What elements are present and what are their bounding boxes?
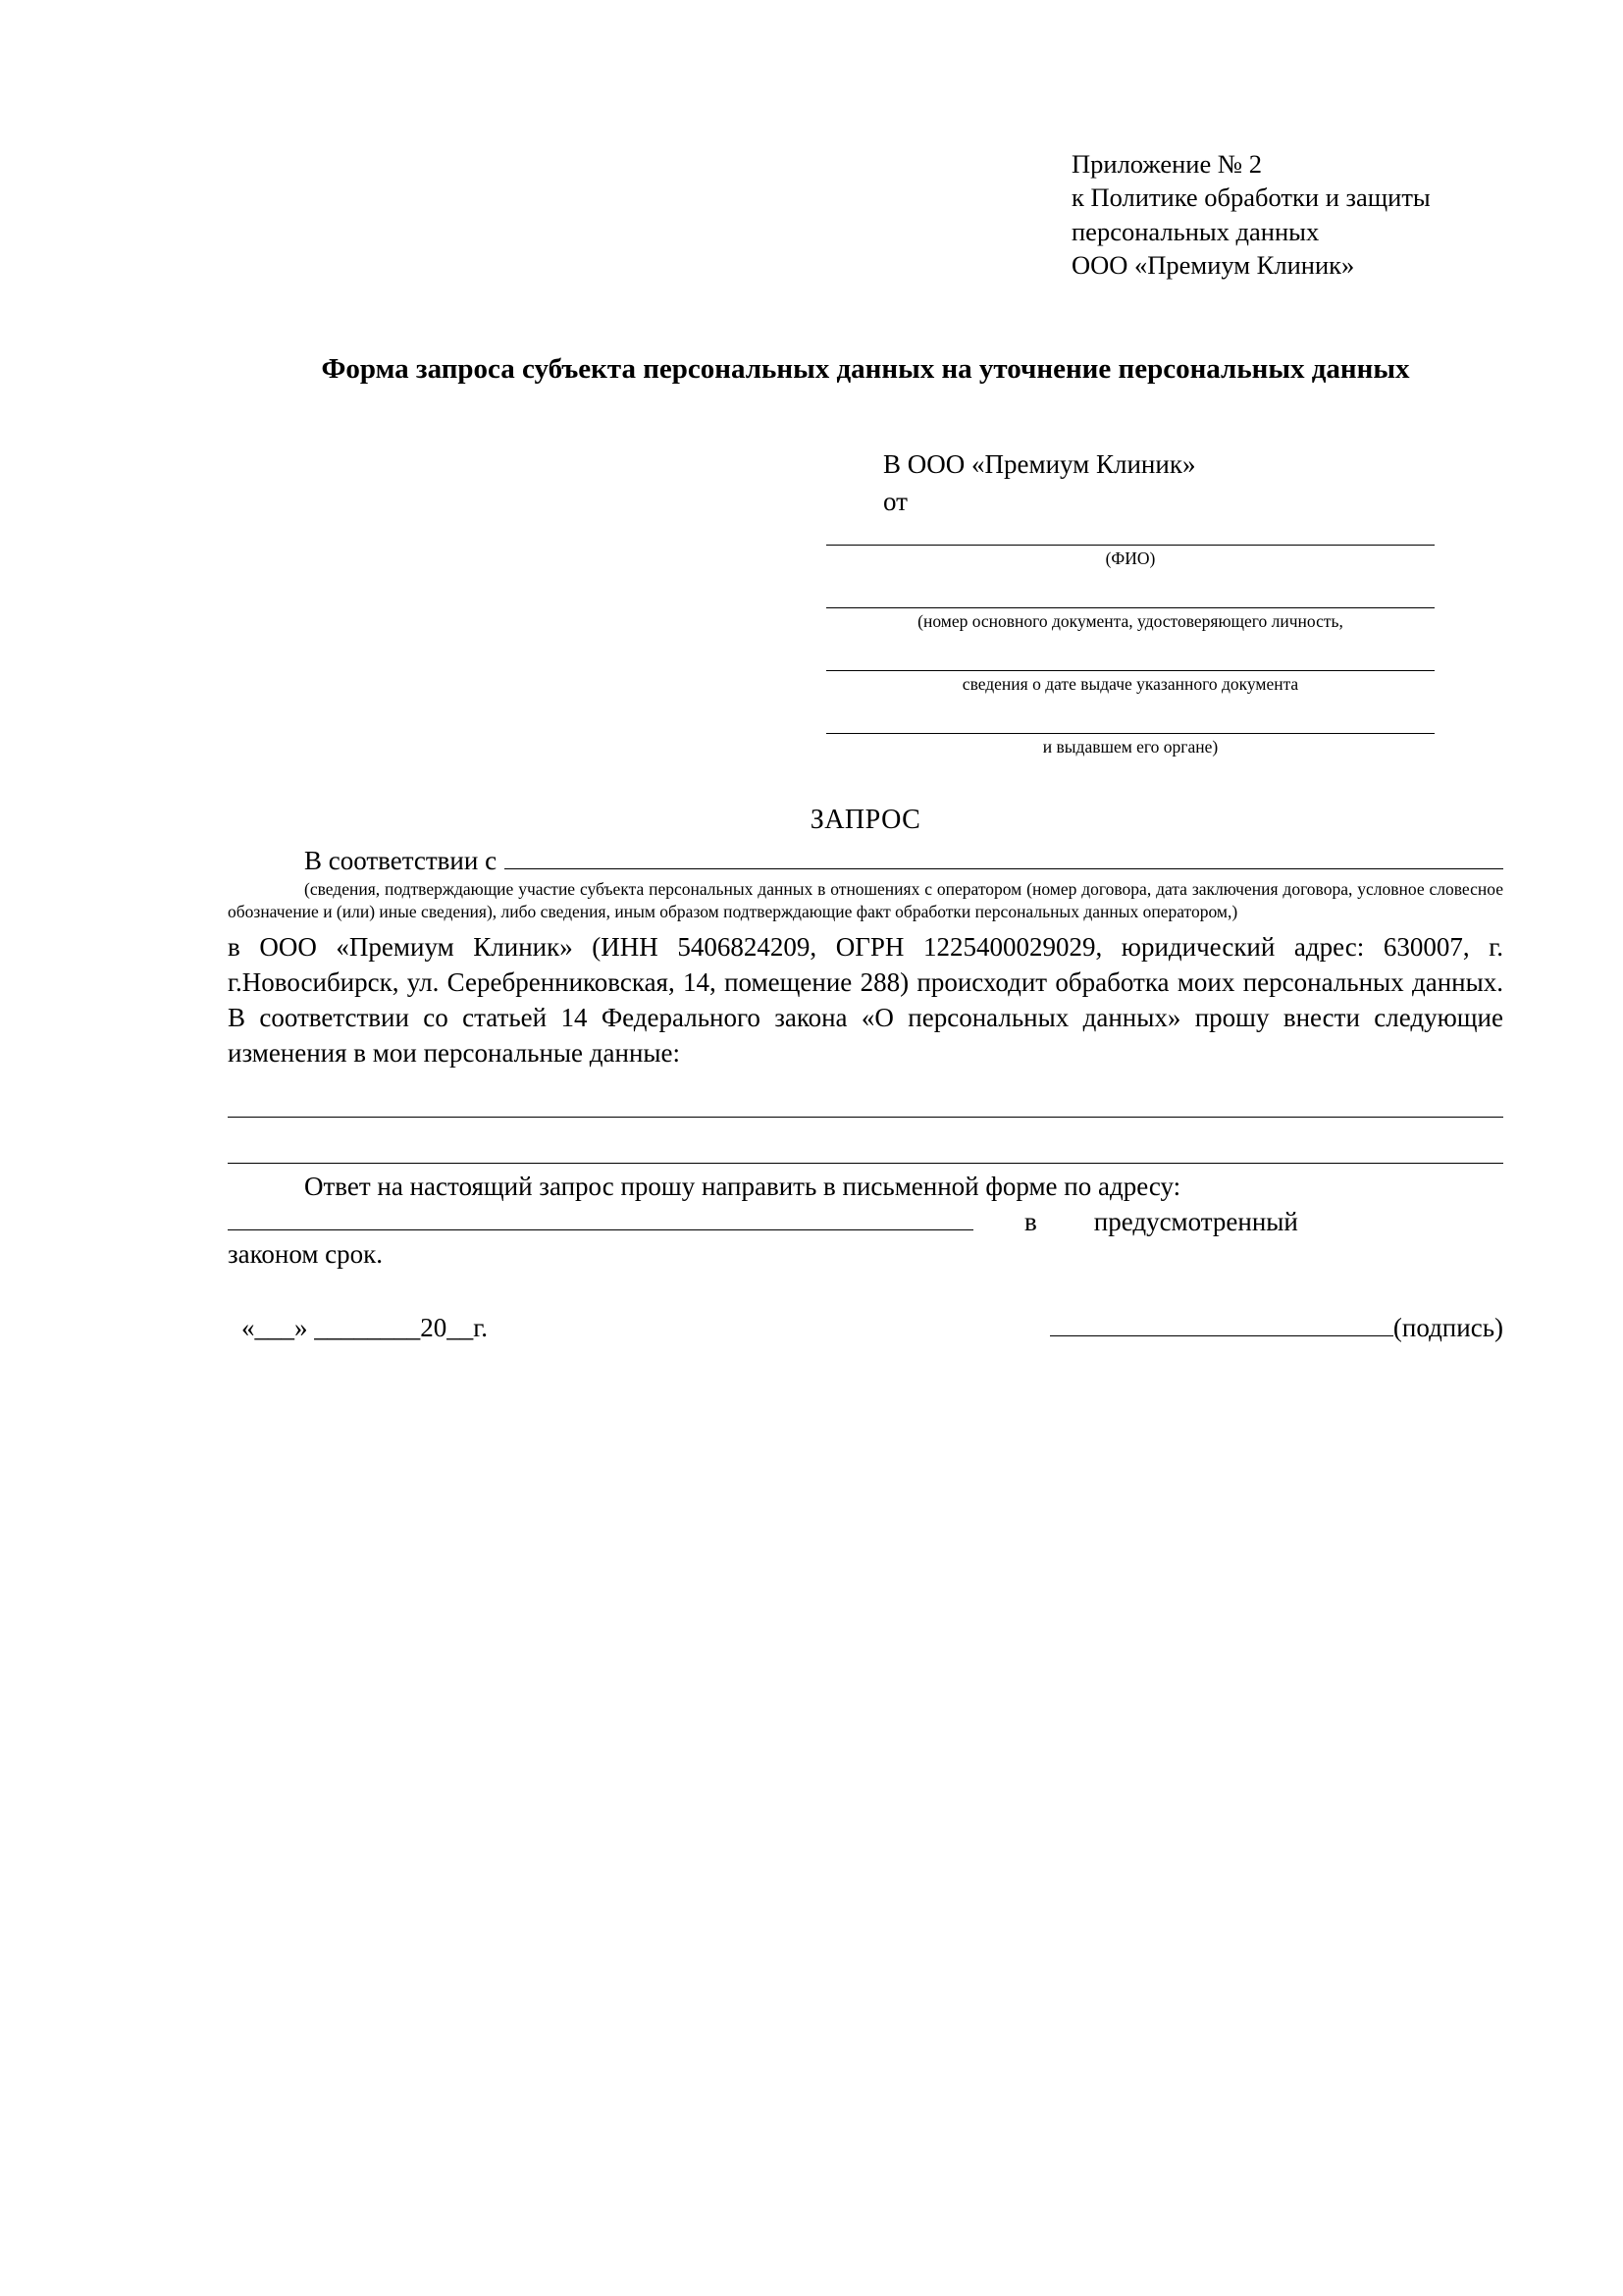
page-title: Форма запроса субъекта персональных данных на уточнение персональных данных [321,352,1410,385]
in-accordance-note-text: (сведения, подтверждающие участие субъекта персональных данных в отношениях с оператором (номер договора, дата заключения договора, условное словесное обозначение и (или) иные сведения), либо сведения, иным образом подтверждающие факт обработки персональных данных оператором,) [228,879,1503,921]
signature-input-line[interactable] [1050,1314,1393,1336]
document-number-caption: (номер основного документа, удостоверяющего личность, [917,610,1343,631]
answer-address-row [228,1207,1503,1237]
issue-date-input-line[interactable] [826,645,1435,671]
answer-tail: законом срок. [228,1238,384,1269]
issuer-caption: и выдавшем его органе) [1042,736,1219,757]
fio-input-line[interactable] [826,519,1435,546]
changes-input-line-2[interactable] [228,1125,1503,1164]
answer-paragraph-text: Ответ на настоящий запрос прошу направить в письменной форме по адресу: [304,1171,1181,1201]
applicant-fields [826,519,1435,758]
issue-date-caption: сведения о дате выдаче указанного документа [962,673,1299,694]
answer-address-input-line[interactable] [228,1208,973,1230]
signature-label: (подпись) [1392,1312,1503,1342]
document-content [228,147,1503,1343]
request-heading: ЗАПРОС [810,805,921,836]
in-accordance-note [228,878,1503,922]
in-accordance-input-line[interactable] [504,849,1503,869]
appendix-header-line-3: персональных данных [1072,216,1320,246]
body-paragraph: в ООО «Премиум Клиник» (ИНН 5406824209, ОГРН 1225400029029, юридический адрес: 630007, г. г.Новосибирск, ул. Серебренниковская, 14, помещение 288) происходит обработка моих персональных данных. В соответствии со статьей 14 Федерального закона «О персональных данных» прошу внести следующие изменения в мои персональные данные: [228,932,1503,1068]
date-field[interactable]: «___» ________20__г. [241,1312,489,1342]
changes-input-line-1[interactable] [228,1079,1503,1118]
in-accordance-row [228,846,1503,876]
addressee-from-label: от [883,487,908,517]
addressee-to: В ООО «Премиум Клиник» [883,449,1196,480]
answer-word-in: в [1024,1206,1037,1236]
fio-caption: (ФИО) [1105,548,1156,568]
appendix-header-line-4: ООО «Премиум Клиник» [1072,250,1355,281]
appendix-header-line-1: Приложение № 2 [1072,149,1263,179]
addressee-block [883,448,1503,519]
appendix-header-line-2: к Политике обработки и защиты [1072,183,1431,213]
answer-paragraph [228,1170,1503,1205]
issuer-input-line[interactable] [826,707,1435,734]
appendix-header [1072,147,1503,283]
in-accordance-label: В соответствии с [304,846,497,876]
answer-word-provided: предусмотренный [1093,1206,1298,1236]
document-number-input-line[interactable] [826,582,1435,608]
signature-row [228,1313,1503,1343]
